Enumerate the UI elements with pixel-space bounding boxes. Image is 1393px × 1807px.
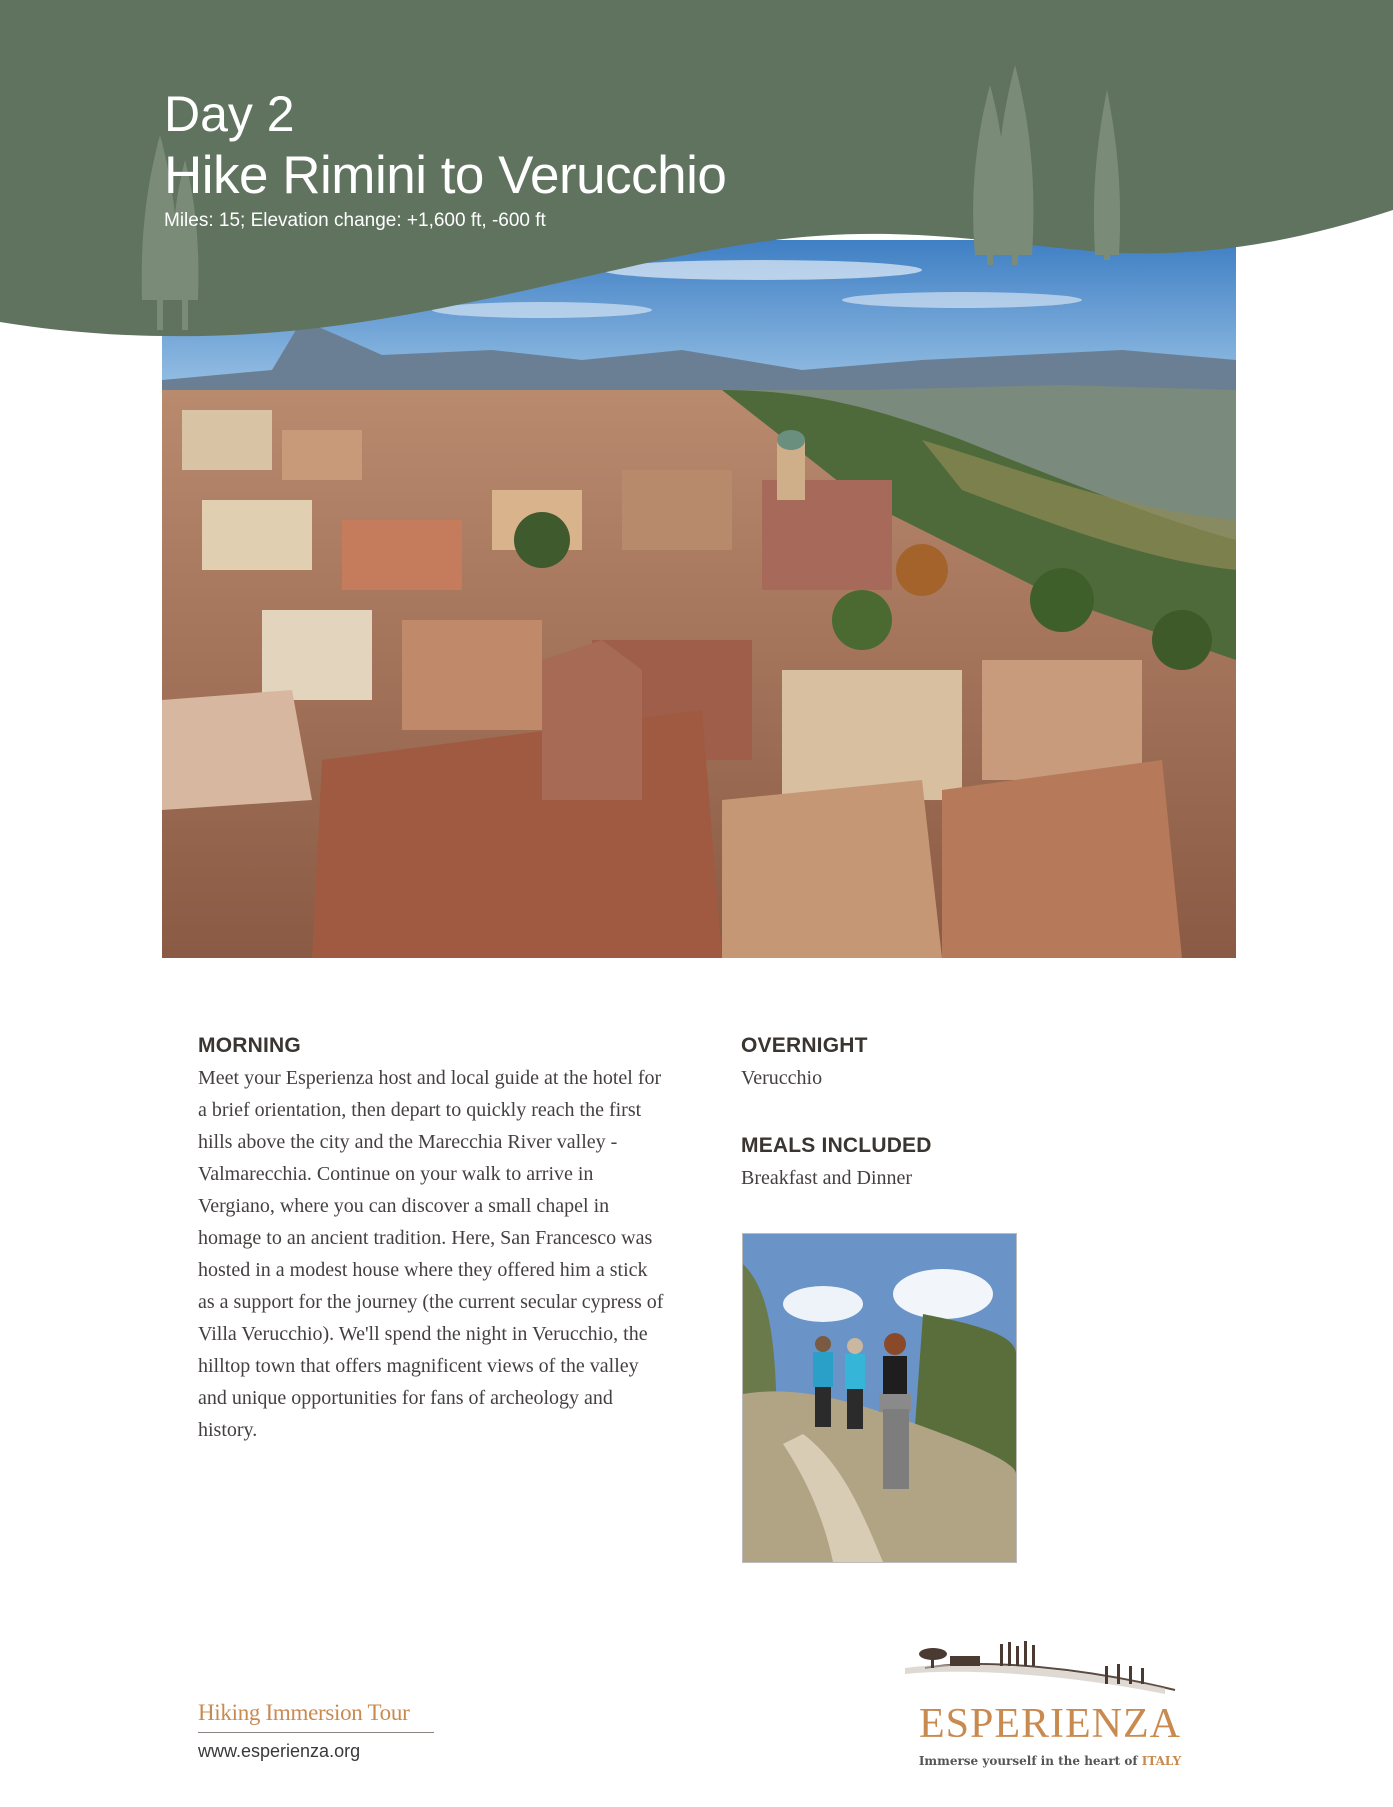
tour-name: Hiking Immersion Tour	[198, 1700, 434, 1733]
page-title: Hike Rimini to Verucchio	[164, 145, 727, 205]
hero-photo	[162, 240, 1236, 958]
logo-tagline	[905, 1754, 1195, 1768]
morning-description: Meet your Esperienza host and local guide at the hotel for a brief orientation, then depart to quickly reach the first hills above the city and the Marecchia River valley - Valmarecchia. Continue on your walk to arrive in Vergiano, where you can discover a small chapel in homage to an ancient tradition. Here, San Francesco was hosted in a modest house where they offered him a stick as a support for the journey (the current secular cypress of Villa Verucchio). We'll spend the night in Verucchio, the hilltop town that offers magnificent views of the valley and unique opportunities for fans of archeology and history.	[198, 1067, 664, 1441]
morning-section	[198, 1034, 668, 1446]
overnight-value: Verucchio	[741, 1067, 823, 1089]
hikers-photo	[742, 1233, 1017, 1563]
meals-value: Breakfast and Dinner	[741, 1167, 913, 1189]
esperienza-logo	[905, 1638, 1195, 1773]
tagline-text: Immerse yourself in the heart of	[918, 1754, 1142, 1768]
meals-heading: MEALS INCLUDED	[741, 1134, 932, 1157]
day-label: Day 2	[164, 86, 295, 142]
trip-stats: Miles: 15; Elevation change: +1,600 ft, -600 ft	[164, 209, 546, 231]
landscape-logo-icon	[905, 1638, 1195, 1700]
logo-wordmark: ESPERIENZA	[919, 1701, 1181, 1747]
details-section	[741, 1034, 1041, 1194]
title-block	[164, 88, 726, 232]
tagline-highlight: ITALY	[1141, 1754, 1182, 1768]
morning-heading: MORNING	[198, 1034, 301, 1057]
footer-info	[198, 1700, 434, 1762]
website-link[interactable]: www.esperienza.org	[198, 1741, 361, 1761]
overnight-heading: OVERNIGHT	[741, 1034, 868, 1057]
